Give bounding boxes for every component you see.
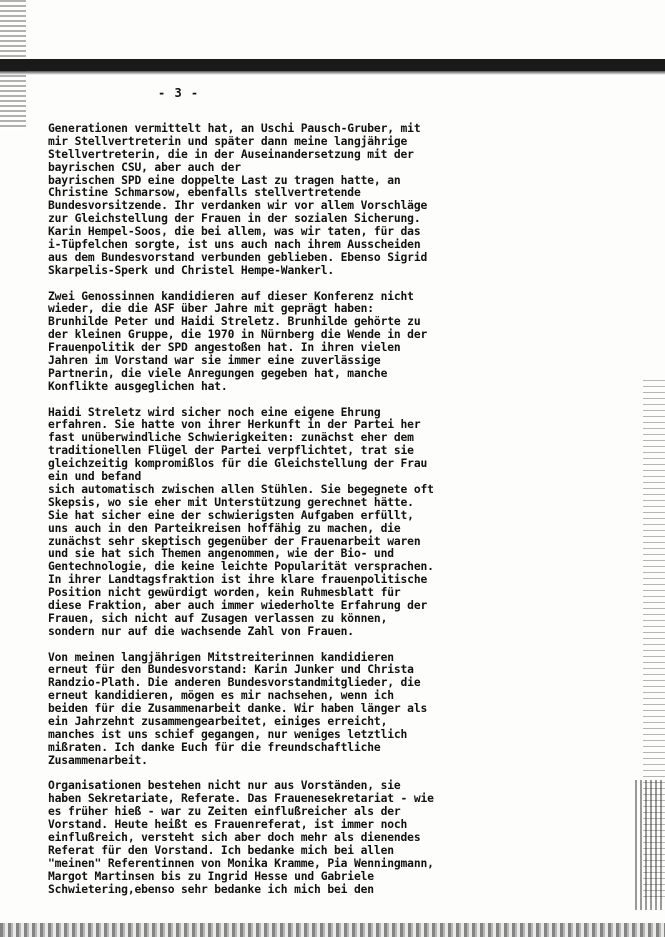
text-line: fast unüberwindliche Schwierigkeiten: zunächst eher dem xyxy=(48,431,414,445)
text-line: zunächst sehr skeptisch gegenüber der Frauenarbeit waren xyxy=(48,534,421,548)
paragraph xyxy=(48,122,428,278)
text-line: der kleinen Gruppe, die 1970 in Nürnberg die Wende in der xyxy=(48,328,428,342)
text-line: gleichzeitig kompromißlos für die Gleichstellung der Frau xyxy=(48,457,428,471)
text-line: Vorstand. Heute heißt es Frauenreferat, ist immer noch xyxy=(48,818,408,832)
text-line: Bundesvorsitzende. Ihr verdanken wir vor allem Vorschläge xyxy=(48,199,428,213)
text-line: mir Stellvertreterin und später dann meine langjährige xyxy=(48,134,408,148)
text-line: i-Tüpfelchen sorgte, ist uns auch nach ihrem Ausscheiden xyxy=(48,238,421,252)
scan-edge-right-dark xyxy=(635,780,665,910)
paragraph xyxy=(48,779,434,896)
text-line: bayrischen CSU, aber auch der xyxy=(48,160,241,174)
text-line: erfahren. Sie hatte von ihrer Herkunft in der Partei her xyxy=(48,418,421,432)
scan-top-bar-shadow xyxy=(0,71,665,75)
text-line: bayrischen SPD eine doppelte Last zu tragen hatte, an xyxy=(48,173,401,187)
text-line: In ihrer Landtagsfraktion ist ihre klare frauenpolitische xyxy=(48,573,428,587)
text-line: Margot Martinsen bis zu Ingrid Hesse und Gabriele xyxy=(48,869,374,883)
text-line: Schwietering,ebenso sehr bedanke ich mich bei den xyxy=(48,882,374,896)
text-line: Skarpelis-Sperk und Christel Hempe-Wankerl. xyxy=(48,263,335,277)
text-line: Randzio-Plath. Die anderen Bundesvorstandmitglieder, die xyxy=(48,676,421,690)
text-line: wieder, die die ASF über Jahre mit geprägt haben: xyxy=(48,302,374,316)
text-line: uns auch in den Parteikreisen hoffähig zu machen, die xyxy=(48,521,401,535)
paragraph xyxy=(48,650,428,768)
text-line: einflußreich, versteht sich aber doch mehr als dienendes xyxy=(48,830,421,844)
text-line: Jahren im Vorstand war sie immer eine zuverlässige xyxy=(48,354,381,368)
text-line: zur Gleichstellung der Frauen in der sozialen Sicherung. xyxy=(48,212,421,226)
text-line: sich automatisch zwischen allen Stühlen. Sie begegnete oft xyxy=(48,482,434,496)
text-line: Zusammenarbeit. xyxy=(48,753,148,767)
text-line: Partnerin, die viele Anregungen gegeben hat, manche xyxy=(48,366,388,380)
page-number: - 3 - xyxy=(158,86,200,100)
scan-bottom-bar xyxy=(0,923,665,937)
text-line: Organisationen bestehen nicht nur aus Vorständen, sie xyxy=(48,779,401,793)
text-line: Generationen vermittelt hat, an Uschi Pausch-Gruber, mit xyxy=(48,122,421,135)
text-line: Gentechnologie, die keine leichte Popularität versprachen. xyxy=(48,560,434,574)
text-line: Position nicht gewürdigt worden, kein Ruhmesblatt für xyxy=(48,586,401,600)
text-line: Frauen, sich nicht auf Zusagen verlassen zu können, xyxy=(48,611,388,625)
text-line: Sie hat sicher eine der schwierigsten Aufgaben erfüllt, xyxy=(48,508,414,522)
text-line: Referat für den Vorstand. Ich bedanke mich bei allen xyxy=(48,843,394,857)
body-text xyxy=(48,122,434,909)
text-line: traditionellen Flügel der Partei verpflichtet, trat sie xyxy=(48,444,414,458)
text-line: diese Fraktion, aber auch immer wiederholte Erfahrung der xyxy=(48,598,428,612)
text-line: und sie hat sich Themen angenommen, wie der Bio- und xyxy=(48,547,394,561)
text-line: es früher hieß - war zu Zeiten einflußreicher als der xyxy=(48,805,401,819)
text-line: Zwei Genossinnen kandidieren auf dieser Konferenz nicht xyxy=(48,289,414,303)
scan-top-bar xyxy=(0,59,665,71)
text-line: Stellvertreterin, die in der Auseinandersetzung mit der xyxy=(48,147,414,161)
text-line: beiden für die Zusammenarbeit danke. Wir haben länger als xyxy=(48,702,428,716)
text-line: Karin Hempel-Soos, die bei allem, was wir taten, für das xyxy=(48,225,421,239)
text-line: sondern nur auf die wachsende Zahl von Frauen. xyxy=(48,624,354,638)
text-line: Skepsis, wo sie eher mit Unterstützung gerechnet hätte. xyxy=(48,495,414,509)
text-line: Haidi Streletz wird sicher noch eine eigene Ehrung xyxy=(48,405,381,419)
text-line: Christine Schmarsow, ebenfalls stellvertretende xyxy=(48,186,361,200)
paragraph xyxy=(48,289,428,394)
text-line: ein Jahrzehnt zusammengearbeitet, einiges erreicht, xyxy=(48,714,388,728)
text-line: Frauenpolitik der SPD angestoßen hat. In ihren vielen xyxy=(48,341,401,355)
text-line: "meinen" Referentinnen von Monika Kramme, Pia Wenningmann, xyxy=(48,856,434,870)
text-line: erneut für den Bundesvorstand: Karin Junker und Christa xyxy=(48,663,414,677)
text-line: Konflikte ausgeglichen hat. xyxy=(48,379,228,393)
text-line: Brunhilde Peter und Haidi Streletz. Brunhilde gehörte zu xyxy=(48,315,421,329)
text-line: haben Sekretariate, Referate. Das Frauenesekretariat - wie xyxy=(48,792,434,806)
text-line: erneut kandidieren, mögen es mir nachsehen, wenn ich xyxy=(48,689,394,703)
text-line: manches ist uns schief gegangen, nur weniges letztlich xyxy=(48,727,408,741)
text-line: mißraten. Ich danke Euch für die freundschaftliche xyxy=(48,740,381,754)
text-line: aus dem Bundesvorstand verbunden geblieben. Ebenso Sigrid xyxy=(48,250,428,264)
text-line: ein und befand xyxy=(48,470,142,484)
paragraph xyxy=(48,405,434,639)
text-line: Von meinen langjährigen Mitstreiterinnen kandidieren xyxy=(48,650,394,664)
